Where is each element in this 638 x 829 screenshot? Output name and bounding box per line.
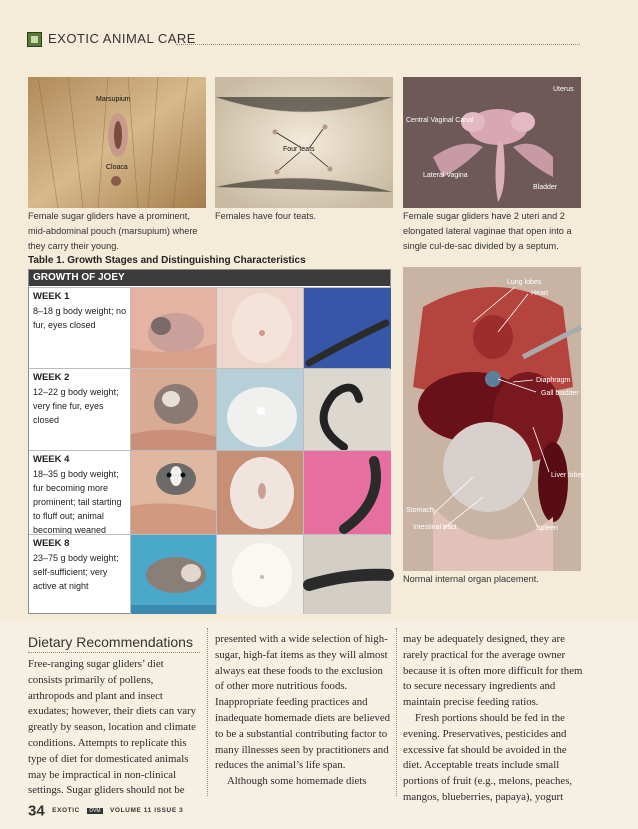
spleen-label: Spleen <box>536 525 558 532</box>
marsupium-photo <box>28 77 206 208</box>
week-description: 23–75 g body weight; self-sufficient; very active at night <box>33 553 119 591</box>
article-paragraph: may be adequately designed, they are rarely practical for the average owner because it is often more difficult for them to secure necessary ingredients and maintain precise feeding ratios. <box>403 633 583 709</box>
joey-genitals-photo <box>216 535 304 614</box>
article-paragraph: presented with a wide selection of high-sugar, high-fat items as they will almost always eat these foods to the exclusion of other more nutritious foods. Inappropriate feeding practices and inadequate homemade diets are believed to be a substantial contributing factor to many illnesses seen by practitioners and reduces the animal’s life span. <box>215 633 391 772</box>
central-vaginal-canal-label: Central Vaginal Canal <box>406 117 474 124</box>
column-divider <box>396 628 397 796</box>
week-label: WEEK 2 <box>33 372 70 383</box>
page-footer <box>28 802 183 820</box>
cloaca-label: Cloaca <box>106 164 128 171</box>
lung-lobes-label: Lung lobes <box>507 279 542 286</box>
week-description: 8–18 g body weight; no fur, eyes closed <box>33 306 127 330</box>
joey-tail-photo <box>303 369 391 451</box>
lateral-vagina-label: Lateral Vagina <box>423 172 468 179</box>
table-row <box>29 368 390 451</box>
article-column-3 <box>403 632 583 806</box>
joey-genitals-photo <box>216 369 304 451</box>
uterus-label: Uterus <box>553 86 574 93</box>
organs-caption: Normal internal organ placement. <box>403 574 539 584</box>
issue-info: VOLUME 11 ISSUE 3 <box>109 807 184 815</box>
article-column-2 <box>215 632 391 790</box>
article-paragraph: Free-ranging sugar gliders’ diet consists primarily of pollens, arthropods and plant and insect exudates; however, their diets can vary greatly by season, location and climate conditions. Attempts to replicate this type of diet for domesticated animals may be impractical in non-clinical settings. Sugar gliders should not be <box>28 658 197 797</box>
marsupium-caption: Female sugar gliders have a prominent, mid-abdominal pouch (marsupium) where they carry their young. <box>28 211 198 251</box>
teats-photo <box>215 77 393 208</box>
joey-tail-photo <box>303 535 391 614</box>
table-row <box>29 534 390 614</box>
growth-table <box>28 269 391 614</box>
article-heading: Dietary Recommendations <box>28 634 193 650</box>
article-paragraph: Fresh portions should be fed in the evening. Preservatives, pesticides and excessive fat should be avoided in the diet. Acceptable treats include small portions of fruit (e.g., melons, peaches, mangos, blueberries, papaya), yogurt <box>403 711 573 803</box>
column-divider <box>207 628 208 796</box>
joey-photo <box>130 369 217 451</box>
joey-genitals-photo <box>216 451 304 535</box>
joey-tail-photo <box>303 451 391 535</box>
article-column-1 <box>28 657 200 799</box>
heart-label: Heart <box>531 290 549 297</box>
table-row <box>29 450 390 535</box>
square-logo-icon <box>27 32 42 47</box>
week-label: WEEK 1 <box>33 291 70 302</box>
section-title: EXOTIC ANIMAL CARE <box>48 31 196 46</box>
week-label: WEEK 8 <box>33 538 70 549</box>
joey-photo <box>130 288 217 369</box>
teats-caption: Females have four teats. <box>215 211 317 221</box>
table-title: Table 1. Growth Stages and Distinguishing Characteristics <box>28 255 306 266</box>
bladder-label: Bladder <box>533 184 558 191</box>
article-paragraph: Although some homemade diets <box>227 775 367 788</box>
liver-lobes-label: Liver lobes <box>551 472 585 479</box>
uteri-caption: Female sugar gliders have 2 uteri and 2 elongated lateral vaginae that open into a single cul-de-sac divided by a septum. <box>403 211 572 251</box>
joey-tail-photo <box>303 288 391 369</box>
week-description: 12–22 g body weight; very fine fur, eyes closed <box>33 387 119 425</box>
joey-genitals-photo <box>216 288 304 369</box>
dvm-badge: DVM <box>89 807 101 814</box>
marsupium-label: Marsupium <box>96 96 131 103</box>
week-description: 18–35 g body weight; fur becoming more prominent; tail starting to fluff out; animal becoming weaned <box>33 469 122 535</box>
table-header: GROWTH OF JOEY <box>29 270 390 286</box>
intestinal-tract-label: Intestinal tract <box>413 524 457 531</box>
page-number: 34 <box>28 802 45 820</box>
stomach-label: Stomach <box>406 507 434 514</box>
header-divider <box>176 44 580 45</box>
table-row <box>29 287 390 369</box>
joey-photo <box>130 535 217 614</box>
heading-divider <box>28 652 200 653</box>
organ-placement-photo <box>403 267 585 571</box>
uteri-photo <box>403 77 581 208</box>
four-teats-label: Four teats <box>283 146 315 153</box>
joey-photo <box>130 451 217 535</box>
gall-bladder-label: Gall bladder <box>541 390 579 397</box>
diaphragm-label: Diaphragm <box>536 377 571 384</box>
magazine-name: EXOTIC <box>52 807 80 815</box>
week-label: WEEK 4 <box>33 454 70 465</box>
